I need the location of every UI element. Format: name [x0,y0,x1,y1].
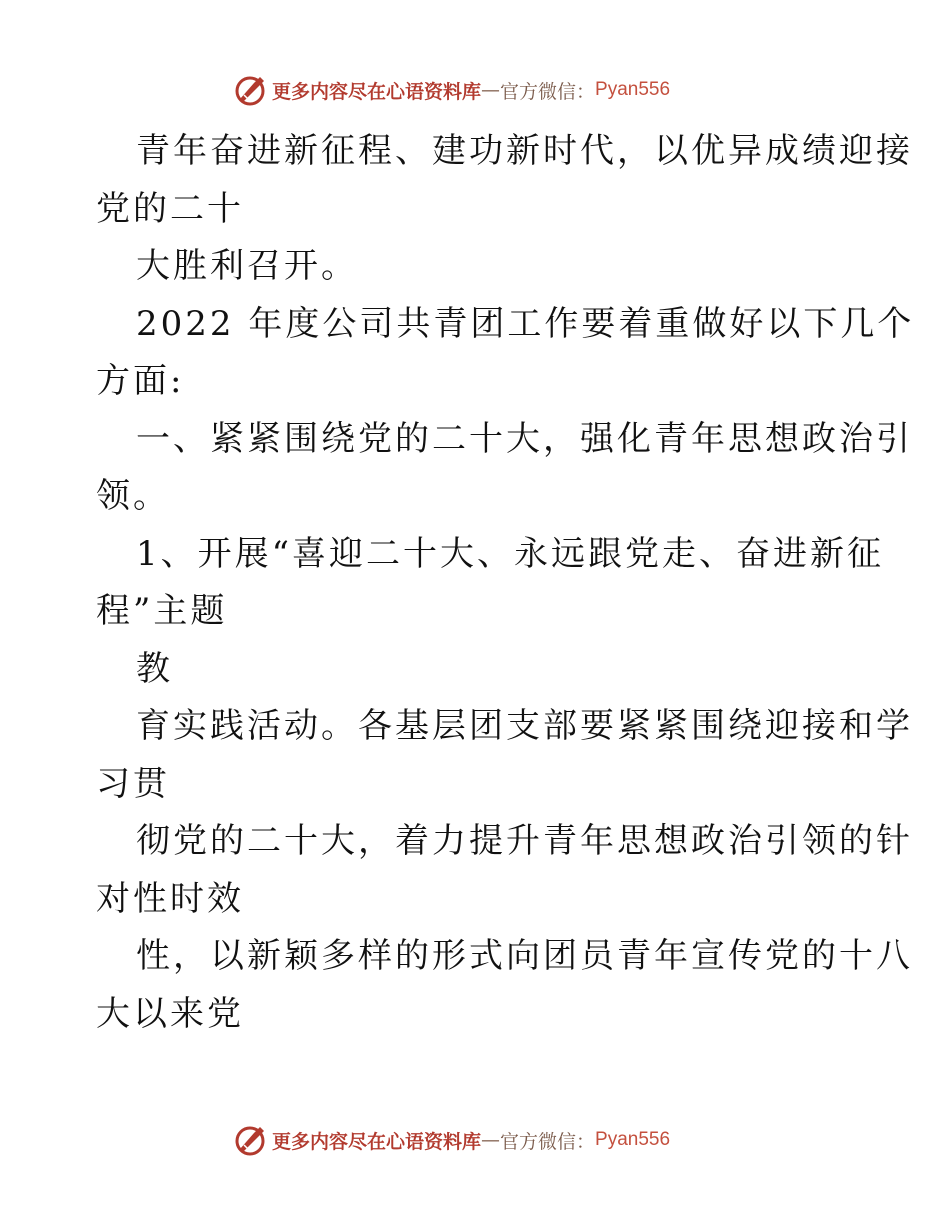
text-line: 2022 年度公司共青团工作要着重做好以下几个 [136,303,915,344]
text-line: 方面: [96,361,185,401]
pen-nib-logo-icon [234,1123,268,1157]
header-watermark [234,72,670,108]
text-line: 习贯 [96,763,170,804]
text-line: 教 [136,648,173,689]
banner-wechat-id: Pyan556 [595,79,671,100]
banner-separator: — [481,1129,501,1151]
banner-official-label: 官方微信： [500,80,596,103]
text-line: 彻党的二十大，着力提升青年思想政治引领的针 [136,821,913,861]
text-line: 育实践活动。各基层团支部要紧紧围绕迎接和学 [136,706,913,746]
text-line: 大以来党 [96,993,244,1034]
text-line: 对性时效 [96,878,244,919]
text-line: 青年奋进新征程、建功新时代，以优异成绩迎接 [136,131,913,171]
text-line: 1、开展“喜迎二十大、永远跟党走、奋进新征 [136,533,885,574]
text-line: 党的二十 [96,188,244,229]
banner-separator: — [481,79,501,101]
text-line: 一、紧紧围绕党的二十大，强化青年思想政治引 [136,418,913,459]
text-line: 领。 [96,476,170,516]
text-line: 程”主题 [96,591,228,631]
banner-main-text: 更多内容尽在心语资料库 [272,80,482,103]
banner-official-label: 官方微信： [500,1130,596,1153]
banner-wechat-id: Pyan556 [595,1129,671,1150]
footer-watermark [234,1122,670,1158]
pen-nib-logo-icon [234,73,268,107]
banner-main-text: 更多内容尽在心语资料库 [272,1130,482,1153]
text-line: 性，以新颖多样的形式向团员青年宣传党的十八 [136,936,913,976]
text-line: 大胜利召开。 [136,246,358,286]
document-body [96,123,915,1043]
